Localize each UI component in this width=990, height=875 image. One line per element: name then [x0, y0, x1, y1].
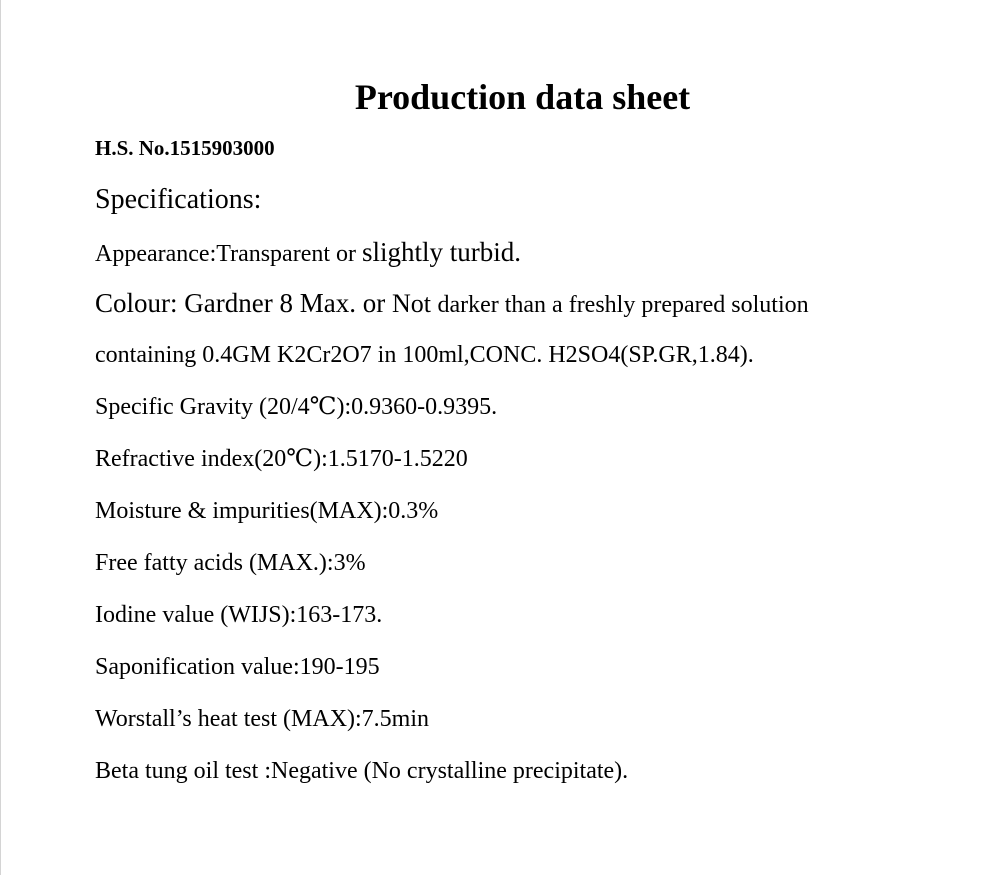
- spec-specific-gravity: Specific Gravity (20/4℃):0.9360-0.9395.: [95, 394, 498, 420]
- hs-number: H.S. No.1515903000: [95, 136, 275, 160]
- colour-part-1: Colour: Gardner 8 Max. or: [95, 288, 392, 318]
- specifications-heading: Specifications:: [95, 184, 262, 215]
- spec-iodine-value: Iodine value (WIJS):163-173.: [95, 602, 383, 628]
- page-left-border: [0, 0, 1, 875]
- spec-beta-tung-oil-test: Beta tung oil test :Negative (No crystalline precipitate).: [95, 758, 629, 784]
- colour-part-3: darker than a freshly prepared solution: [437, 292, 809, 318]
- colour-line-2: containing 0.4GM K2Cr2O7 in 100ml,CONC. H2SO4(SP.GR,1.84).: [95, 342, 754, 368]
- document-title: Production data sheet: [354, 77, 691, 117]
- appearance-line: [95, 237, 521, 269]
- spec-saponification-value: Saponification value:190-195: [95, 654, 380, 680]
- colour-part-2: Not: [391, 289, 438, 318]
- spec-worstall-heat-test: Worstall’s heat test (MAX):7.5min: [95, 706, 430, 732]
- spec-free-fatty-acids: Free fatty acids (MAX.):3%: [95, 550, 366, 576]
- appearance-value: slightly turbid.: [362, 237, 522, 267]
- spec-refractive-index: Refractive index(20℃):1.5170-1.5220: [95, 446, 468, 472]
- colour-line-1: [95, 288, 809, 320]
- spec-moisture-impurities: Moisture & impurities(MAX):0.3%: [95, 498, 439, 524]
- appearance-label: Appearance:Transparent or: [95, 241, 363, 267]
